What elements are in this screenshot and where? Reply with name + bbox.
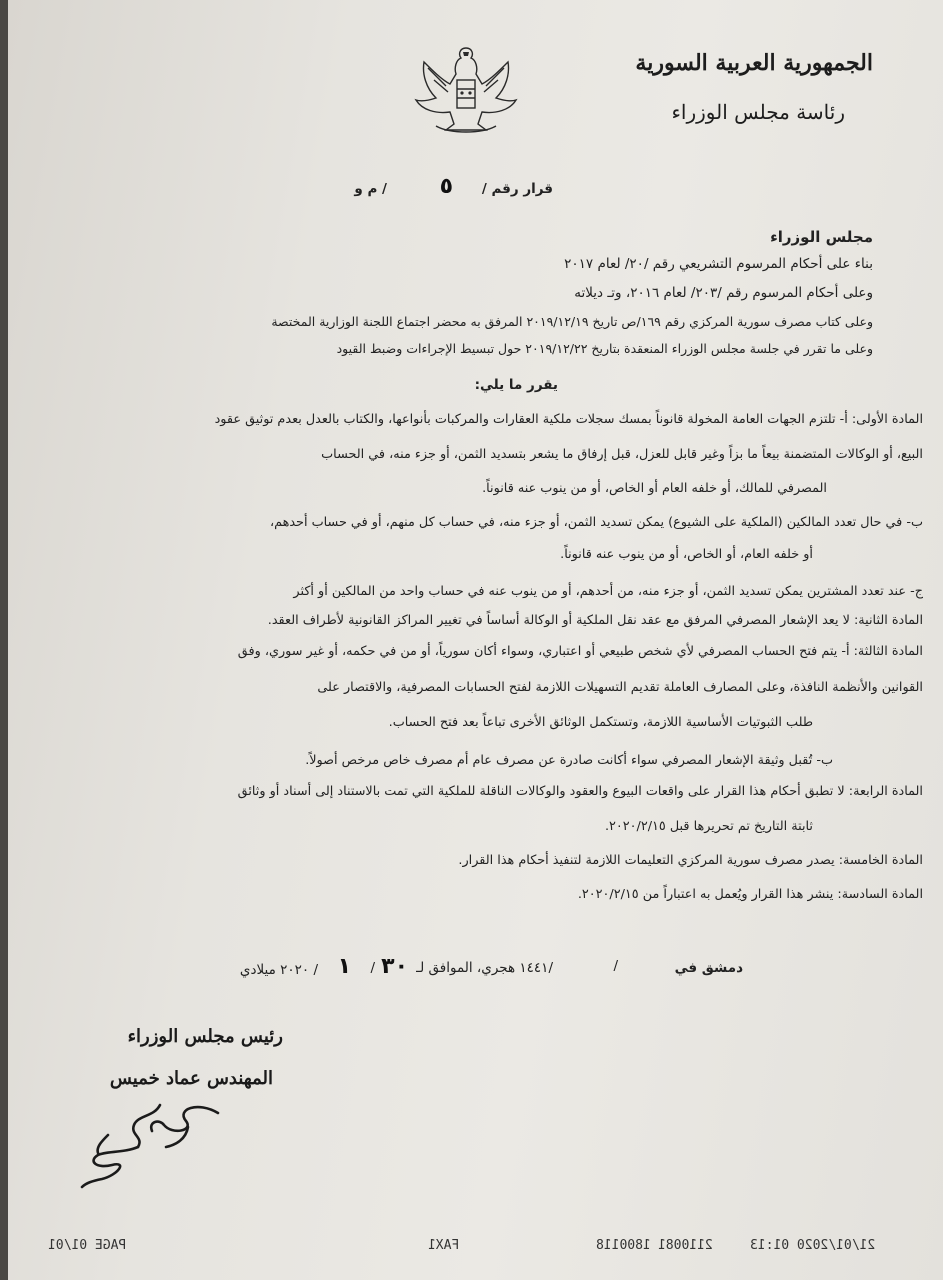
fax-id: 1800118 — [596, 1238, 651, 1253]
article-line: ب- في حال تعدد المالكين (الملكية على الشيوع) يمكن تسديد الثمن، أو جزء منه، في حساب كل منهم، أو في حساب أحدهم، — [269, 515, 923, 530]
fax-label: FAX1 — [428, 1238, 460, 1253]
signatory-name: المهندس عماد خميس — [109, 1068, 273, 1089]
presidency-heading: رئاسة مجلس الوزراء — [671, 100, 845, 124]
date-gregorian: / ٢٠٢٠ ميلادي — [239, 962, 318, 978]
date-day: ٣٠ — [381, 954, 408, 979]
preamble-line: وعلى كتاب مصرف سورية المركزي رقم ١٦٩/ص تاريخ ٢٠١٩/١٢/١٩ المرفق به محضر اجتماع اللجنة الوزارية المختصة — [271, 314, 873, 329]
decree-suffix: / م و — [354, 181, 387, 197]
article-line: المادة الرابعة: لا تطبق أحكام هذا القرار على واقعات البيوع والعقود والوكالات الناقلة للملكية التي تمت بالاستناد إلى أسناد أو وثائق — [237, 784, 923, 799]
preamble-line: وعلى ما تقرر في جلسة مجلس الوزراء المنعقدة بتاريخ ٢٠١٩/١٢/٢٢ حول تبسيط الإجراءات وضبط القيود — [336, 341, 873, 356]
date-day-separator: / — [370, 960, 375, 976]
date-hijri: /١٤٤١ هجري، الموافق لـ — [416, 960, 553, 976]
article-line: ب- تُقبل وثيقة الإشعار المصرفي سواء أكانت صادرة عن مصرف عام أم مصرف خاص مرخص أصولاً. — [305, 753, 833, 768]
article-line: المادة السادسة: ينشر هذا القرار ويُعمل به اعتباراً من ٢٠٢٠/٢/١٥. — [577, 887, 923, 902]
article-line: المادة الثالثة: أ- يتم فتح الحساب المصرفي لأي شخص طبيعي أو اعتباري، وسواء أكان سورياً، أو من في حكمه، أو غير سوري، وفق — [237, 644, 923, 659]
republic-heading: الجمهورية العربية السورية — [635, 50, 873, 76]
article-line: أو خلفه العام، أو الخاص، أو من ينوب عنه قانوناً. — [560, 547, 813, 562]
article-line: المادة الخامسة: يصدر مصرف سورية المركزي التعليمات اللازمة لتنفيذ أحكام هذا القرار. — [458, 853, 923, 868]
date-place: دمشق في — [674, 960, 743, 976]
preamble-line: مجلس الوزراء — [770, 228, 873, 246]
handwritten-signature — [68, 1095, 238, 1190]
decides-heading: يقرر ما يلي: — [474, 377, 558, 393]
date-month: ١ — [337, 954, 351, 979]
article-line: القوانين والأنظمة النافذة، وعلى المصارف العاملة تقديم التسهيلات اللازمة لفتح الحسابات المصرفية، والاقتصار على — [317, 680, 923, 695]
article-line: البيع، أو الوكالات المتضمنة بيعاً ما بزاً وغير قابل للعزل، قبل إرفاق ما يشعر بتسديد الثمن، أو جزء منه، في الحساب — [321, 447, 923, 462]
fax-page: PAGE 01/01 — [48, 1238, 127, 1253]
article-line: المادة الأولى: أ- تلتزم الجهات العامة المخولة قانوناً بمسك سجلات ملكية العقارات والمركبات بأنواعها، والكتاب بالعدل بعدم توثيق عقود — [214, 412, 923, 427]
decree-label: قرار رقم / — [481, 181, 553, 197]
fax-datetime: 21/01/2020 01:13 — [750, 1238, 876, 1253]
article-line: المادة الثانية: لا يعد الإشعار المصرفي المرفق مع عقد نقل الملكية أو الوكالة أساساً في تغيير المراكز القانونية لأطراف العقد. — [267, 613, 923, 628]
signatory-title: رئيس مجلس الوزراء — [127, 1026, 283, 1047]
date-hijri-separator: / — [613, 958, 618, 974]
article-line: طلب الثبوتيات الأساسية اللازمة، وتستكمل الوثائق الأخرى تباعاً بعد فتح الحساب. — [388, 715, 813, 730]
syrian-eagle-emblem — [406, 40, 526, 140]
document-page — [8, 0, 943, 1280]
preamble-line: بناء على أحكام المرسوم التشريعي رقم /٢٠/ لعام ٢٠١٧ — [564, 256, 873, 272]
fax-number: 2110081 — [658, 1238, 713, 1253]
preamble-line: وعلى أحكام المرسوم رقم /٢٠٣/ لعام ٢٠١٦، وتـ دیلاته — [574, 285, 873, 301]
article-line: ثابتة التاريخ تم تحريرها قبل ٢٠٢٠/٢/١٥. — [604, 819, 813, 834]
article-line: ج- عند تعدد المشترين يمكن تسديد الثمن، أو جزء منه، من أحدهم، أو من ينوب عنه في حساب واحد من المالكين أو أكثر — [293, 584, 923, 599]
decree-number: ٥ — [439, 174, 453, 199]
article-line: المصرفي للمالك، أو خلفه العام أو الخاص، أو من ينوب عنه قانوناً. — [482, 481, 827, 496]
